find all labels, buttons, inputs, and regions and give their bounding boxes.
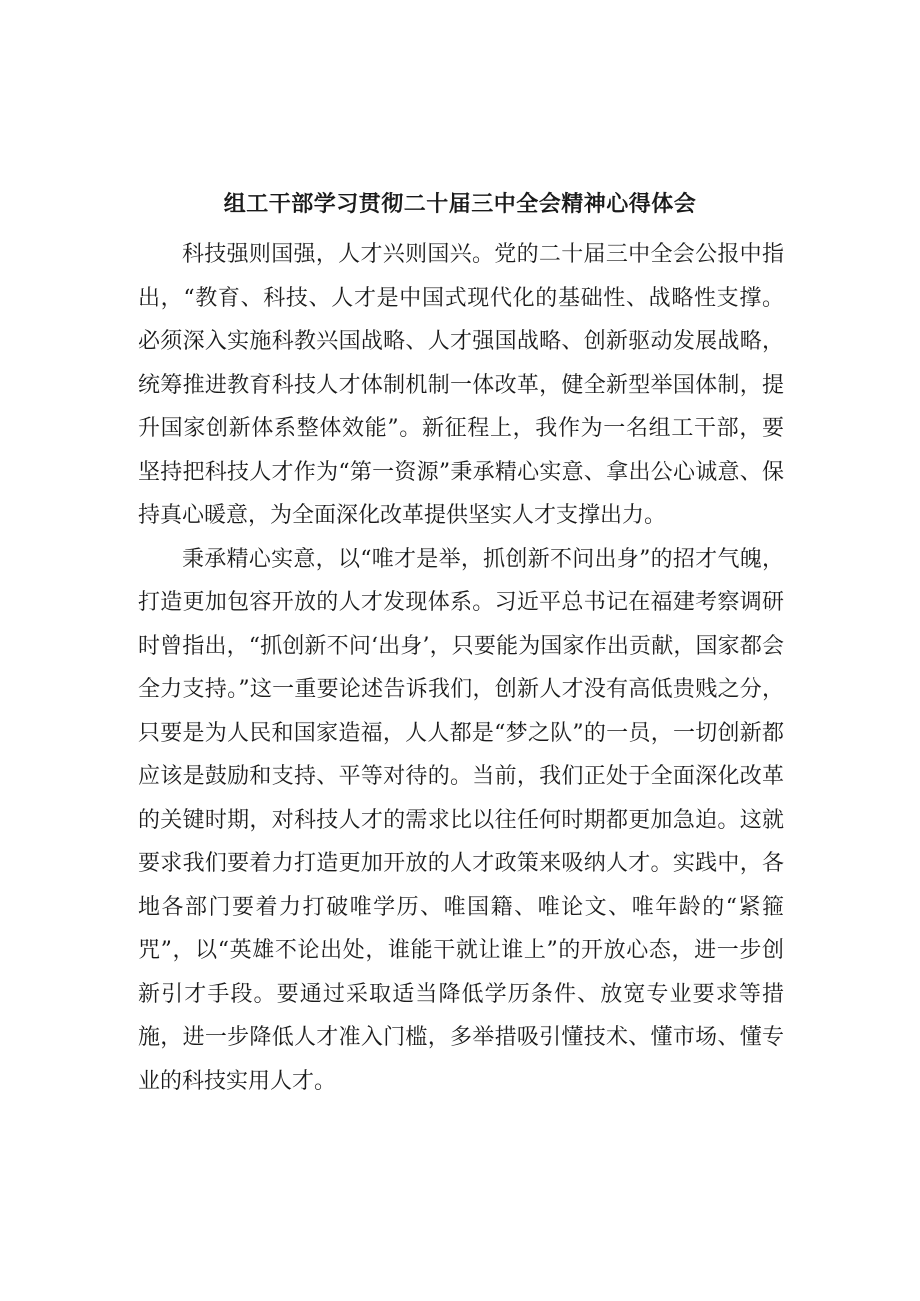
paragraph-1: 科技强则国强，人才兴则国兴。党的二十届三中全会公报中指出，“教育、科技、人才是中国式现代化的基础性、战略性支撑。必须深入实施科教兴国战略、人才强国战略、创新驱动发展战略，统筹推进教育科技人才体制机制一体改革，健全新型举国体制，提升国家创新体系整体效能”。新征程上，我作为一名组工干部，要坚持把科技人才作为“第一资源”秉承精心实意、拿出公心诚意、保持真心暖意，为全面深化改革提供坚实人才支撑出力。	[138, 242, 784, 528]
document-body	[138, 233, 784, 1103]
paragraph-2: 秉承精心实意，以“唯才是举，抓创新不问出身”的招才气魄，打造更加包容开放的人才发现体系。习近平总书记在福建考察调研时曾指出，“抓创新不问‘出身’，只要能为国家作出贡献，国家都会全力支持。”这一重要论述告诉我们，创新人才没有高低贵贱之分，只要是为人民和国家造福，人人都是“梦之队”的一员，一切创新都应该是鼓励和支持、平等对待的。当前，我们正处于全面深化改革的关键时期，对科技人才的需求比以往任何时期都更加急迫。这就要求我们要着力打造更加开放的人才政策来吸纳人才。实践中，各地各部门要着力打破唯学历、唯国籍、唯论文、唯年龄的“紧箍咒”，以“英雄不论出处，谁能干就让谁上”的开放心态，进一步创新引才手段。要通过采取适当降低学历条件、放宽专业要求等措施，进一步降低人才准入门槛，多举措吸引懂技术、懂市场、懂专业的科技实用人才。	[138, 546, 784, 1094]
document-title: 组工干部学习贯彻二十届三中全会精神心得体会	[223, 191, 697, 217]
